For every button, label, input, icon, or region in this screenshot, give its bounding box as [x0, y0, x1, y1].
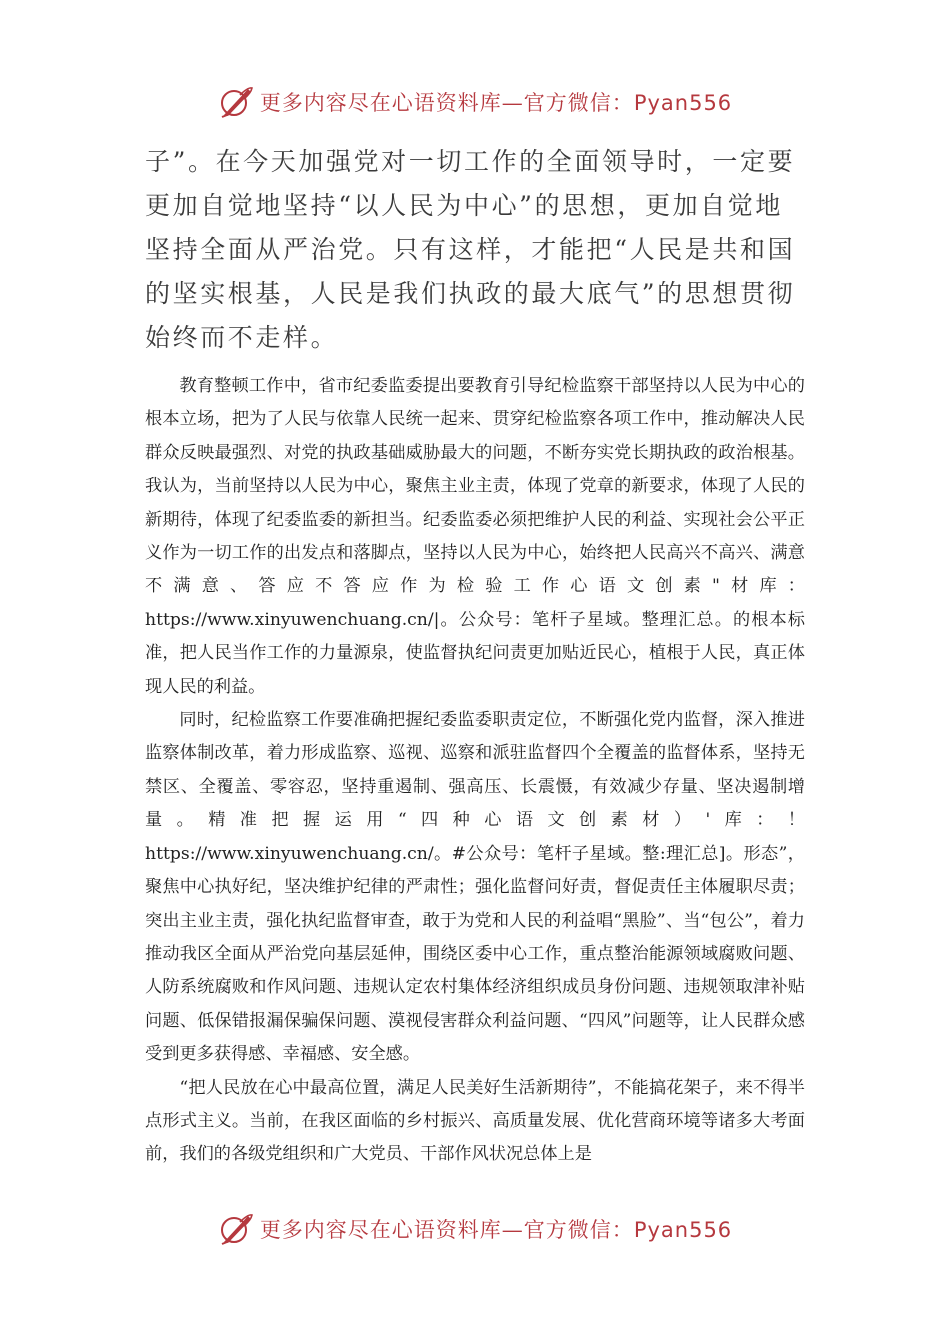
footer-wechat-id: Pyan556 — [633, 1218, 733, 1242]
footer-banner — [0, 1209, 950, 1249]
footer-banner-text: 更多内容尽在心语资料库—官方微信：Pyan556 — [259, 1218, 733, 1242]
lead-paragraph: 子”。在今天加强党对一切工作的全面领导时，一定要更加自觉地坚持“以人民为中心”的思想，更加自觉地坚持全面从严治党。只有这样，才能把“人民是共和国的坚实根基，人民是我们执政的最大底气”的思想贯彻始终而不走样。 — [145, 147, 796, 352]
body-paragraph-2: 同时，纪检监察工作要准确把握纪委监委职责定位，不断强化党内监督，深入推进监察体制改革，着力形成监察、巡视、巡察和派驻监督四个全覆盖的监督体系，坚持无禁区、全覆盖、零容忍，坚持重遏制、强高压、长震慑，有效减少存量、坚决遏制增量。精准把握运用“四种心语文创素材）'库：！https://www.xinyuwenchuang.cn/。#公众号：笔杆子星域。整:理汇总]。形态”，聚焦中心执好纪，坚决维护纪律的严肃性；强化监督问好责，督促责任主体履职尽责；突出主业主责，强化执纪监督审查，敢于为党和人民的利益唱“黑脸”、当“包公”，着力推动我区全面从严治党向基层延伸，围绕区委中心工作，重点整治能源领域腐败问题、人防系统腐败和作风问题、违规认定农村集体经济组织成员身份问题、违规领取津补贴问题、低保错报漏保骗保问题、漠视侵害群众利益问题、“四风”问题等，让人民群众感受到更多获得感、幸福感、安全感。 — [145, 710, 805, 1065]
body-paragraph-1: 教育整顿工作中，省市纪委监委提出要教育引导纪检监察干部坚持以人民为中心的根本立场，把为了人民与依靠人民统一起来、贯穿纪检监察各项工作中，推动解决人民群众反映最强烈、对党的执政基础威胁最大的问题，不断夯实党长期执政的政治根基。我认为，当前坚持以人民为中心，聚焦主业主责，体现了党章的新要求，体现了人民的新期待，体现了纪委监委的新担当。纪委监委必须把维护人民的利益、实现社会公平正义作为一切工作的出发点和落脚点，坚持以人民为中心，始终把人民高兴不高兴、满意不满意、答应不答应作为检验工作心语文创素"材库：https://www.xinyuwenchuang.cn/|。公众号：笔杆子星域。整理汇总。的根本标准，把人民当作工作的力量源泉，使监督执纪问责更加贴近民心，植根于人民，真正体现人民的利益。 — [145, 376, 805, 697]
header-wechat-id: Pyan556 — [633, 91, 733, 115]
body-paragraph-3: “把人民放在心中最高位置，满足人民美好生活新期待”，不能搞花架子，来不得半点形式主义。当前，在我区面临的乡村振兴、高质量发展、优化营商环境等诸多大考面前，我们的各级党组织和广大党员、干部作风状况总体上是 — [145, 1077, 805, 1165]
header-banner-text: 更多内容尽在心语资料库—官方微信：Pyan556 — [259, 91, 733, 115]
document-body — [145, 140, 805, 1172]
header-banner — [0, 82, 950, 122]
quill-pen-seal-icon — [218, 1212, 254, 1246]
quill-pen-seal-icon — [218, 85, 254, 119]
